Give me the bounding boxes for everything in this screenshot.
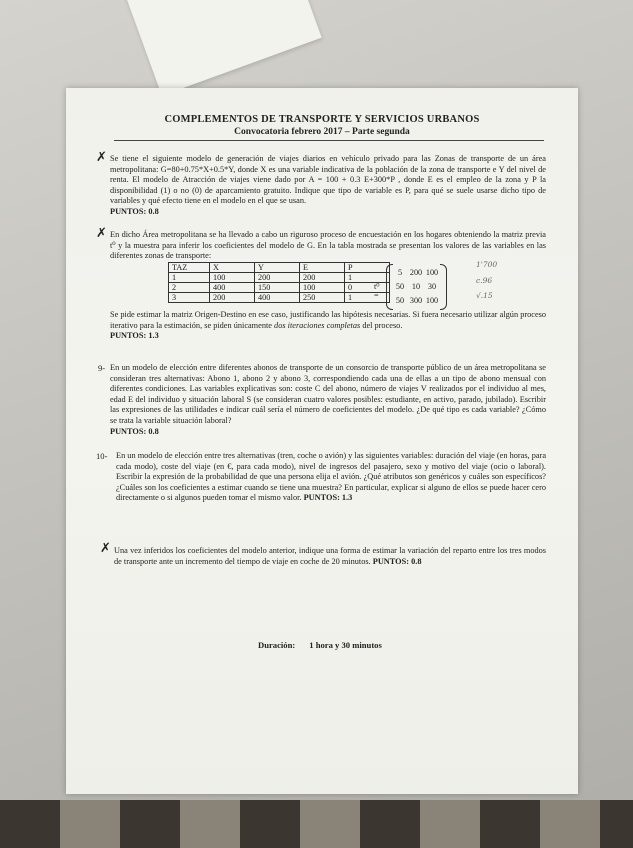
question-11-text: Una vez inferidos los coeficientes del modelo anterior, indique una forma de estimar la variación del reparto entre los tres modos de transporte ante un incremento del tiempo de viaje en coche de 20 minutos. (114, 546, 546, 566)
table-header-cell: TAZ (169, 263, 210, 273)
question-1-text: Se tiene el siguiente modelo de generación de viajes diarios en vehículo privado para las Zonas de transporte de un área metropolitana: G=80+0.75*X+0.5*Y, donde X es una variable indicativa de la población de la zona de transporte e Y del nivel de renta. El modelo de Atracción de viajes viene dado por A = 100 + 0.3 E+300*P , donde E es el empleo de la zona y P la disponibilidad (1) o no (0) de aparcamiento gratuito. Indique que tipo de variable es P, para qué se suele usarse dicho tipo de variables y qué efecto tiene en el modelo en el que se usan. (110, 154, 546, 206)
matrix-rows (392, 266, 440, 308)
handwritten-note: 1'700 (476, 260, 498, 269)
duration (258, 640, 382, 650)
question-10-text: En un modelo de elección entre tres alternativas (tren, coche o avión) y las siguientes variables: duración del viaje (en horas, para cada modo), coste del viaje (en €, para cada modo), nivel de ingresos del pasajero, sexo y motivo del viaje (ocio o laboral). Escribir la expresión de la probabilidad de que una persona elija el avión. ¿Qué atributos son genéricos y cuáles son específicos? ¿Cuáles son los coeficientes a estimar cuando se tiene una muestra? En particular, explicar si alguno de ellos se puede hacer cero directamente o si algunos pueden tomar el mismo valor. (116, 451, 546, 503)
question-2-points: PUNTOS: 1.3 (110, 331, 159, 341)
matrix-row (392, 266, 440, 280)
question-10 (116, 451, 546, 504)
question-2-intro-text: En dicho Área metropolitana se ha llevado a cabo un riguroso proceso de encuestación en los hogares obteniendo la matriz previa t⁰ y la muestra para inferir los coeficientes del modelo de G. En la tabla mostrada se presentan los valores de las variables en las diferentes zonas de transporte: (110, 230, 546, 261)
question-1 (110, 154, 546, 218)
question-1-points: PUNTOS: 0.8 (110, 206, 159, 216)
table-cell: 0 (345, 283, 390, 293)
question-10-points: PUNTOS: 1.3 (303, 493, 353, 503)
table-cell: 400 (255, 293, 300, 303)
table-cell: 200 (300, 273, 345, 283)
matrix-cell: 50 (395, 282, 405, 291)
table-cell: 400 (210, 283, 255, 293)
matrix-cell: 5 (397, 268, 403, 277)
table-row (169, 273, 390, 283)
question-11 (114, 546, 546, 567)
exam-sheet (66, 88, 578, 794)
question-2-italic: dos iteraciones completas (274, 320, 361, 330)
matrix-cell: 50 (395, 296, 405, 305)
handwritten-cross-mark: ✗ (100, 541, 111, 556)
question-2-text-end: del proceso. (362, 320, 403, 330)
question-9-points: PUNTOS: 0.8 (110, 426, 159, 436)
table-cell: 200 (210, 293, 255, 303)
table-header-cell: Y (255, 263, 300, 273)
table-cell: 100 (300, 283, 345, 293)
matrix-label: t⁰ = (374, 282, 380, 300)
table-row (169, 283, 390, 293)
variables-table (168, 262, 390, 303)
matrix-cell: 30 (427, 282, 437, 291)
duration-value: 1 hora y 30 minutos (309, 640, 382, 650)
table-cell: 250 (300, 293, 345, 303)
table-header-cell: X (210, 263, 255, 273)
question-9 (110, 363, 546, 437)
table-cell: 1 (169, 273, 210, 283)
question-2-intro (110, 230, 546, 262)
matrix-cell: 200 (409, 268, 423, 277)
duration-label: Duración: (258, 640, 296, 650)
handwritten-note: √.15 (476, 291, 493, 300)
matrix-row (392, 280, 440, 294)
header-rule (114, 140, 544, 141)
matrix-cell: 300 (409, 296, 423, 305)
handwritten-cross-mark: ✗ (96, 226, 107, 241)
question-9-number: 9- (98, 363, 106, 373)
question-2-text: Se pide estimar la matriz Origen-Destino en ese caso, justificando las hipótesis necesarias. Si fuera necesario utilizar algún proceso iterativo para la estimación, se piden únicamente (110, 310, 546, 330)
table-header-cell: P (345, 263, 390, 273)
table-cell: 3 (169, 293, 210, 303)
table-header-cell: E (300, 263, 345, 273)
question-10-number: 10- (96, 451, 108, 461)
question-9-text: En un modelo de elección entre diferentes abonos de transporte de un consorcio de transporte público de un área metropolitana se consideran tres alternativas: Abono 1, abono 2 y abono 3, correspondiendo cada una de ellas a un tipo de abono mensual con diferentes condiciones. Las variables explicativas son: coste C del abono, número de viajes V realizados por el individuo al mes, edad E del individuo y situación laboral S (se consideran cuatro valores posibles: estudiante, en activo, parado, jubilado). Escribir las expresiones de las utilidades e indicar cuál sería el número de coeficientes del modelo. ¿De qué tipo es cada variable? ¿Cómo se trata la variable situación laboral? (110, 363, 546, 425)
table-row (169, 293, 390, 303)
exam-title: COMPLEMENTOS DE TRANSPORTE Y SERVICIOS URBANOS (164, 114, 480, 125)
matrix-cell: 100 (425, 296, 439, 305)
table-cell: 1 (345, 273, 390, 283)
table-cell: 100 (210, 273, 255, 283)
matrix-cell: 10 (411, 282, 421, 291)
table-cell: 2 (169, 283, 210, 293)
table-cell: 200 (255, 273, 300, 283)
question-2-task (110, 310, 546, 342)
question-11-points: PUNTOS: 0.8 (372, 556, 422, 566)
table-cell: 1 (345, 293, 390, 303)
matrix-right-bracket (440, 264, 447, 310)
handwritten-cross-mark: ✗ (96, 150, 107, 165)
exam-subtitle: Convocatoria febrero 2017 – Parte segunda (234, 127, 410, 137)
matrix-row (392, 294, 440, 308)
table-header-row (169, 263, 390, 273)
floor (0, 800, 633, 848)
table-cell: 150 (255, 283, 300, 293)
matrix-cell: 100 (425, 268, 439, 277)
handwritten-note: c.96 (476, 276, 493, 285)
